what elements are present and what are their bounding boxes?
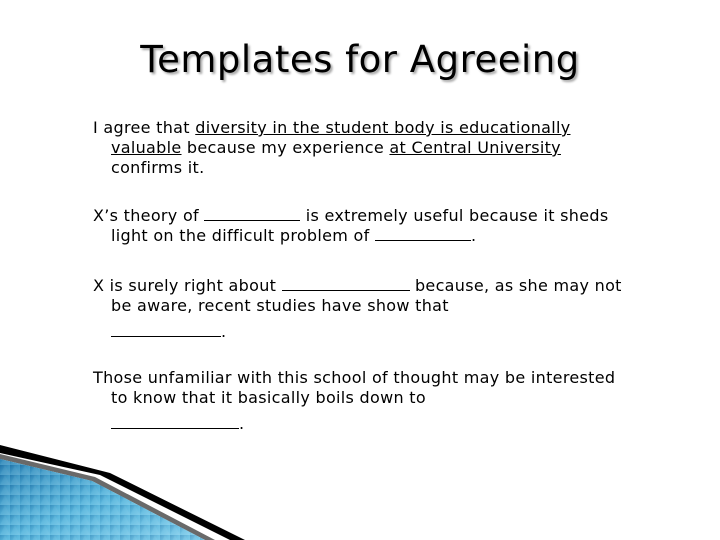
template-line xyxy=(93,388,693,408)
template-text: because, as she may not xyxy=(409,276,622,295)
slide-title: Templates for Agreeing xyxy=(140,38,580,81)
template-line xyxy=(93,206,693,226)
template-text: to know that it basically boils down to xyxy=(111,388,426,407)
template-text: . xyxy=(221,322,227,341)
template-line xyxy=(93,322,693,342)
template-item-theory xyxy=(93,206,693,246)
template-line xyxy=(93,226,693,246)
fill-in-blank xyxy=(282,276,410,291)
template-line xyxy=(93,296,693,316)
fill-in-blank xyxy=(375,226,471,241)
template-text: because my experience xyxy=(181,138,390,157)
template-line xyxy=(93,158,693,178)
template-text: Those unfamiliar with this school of thought may be interested xyxy=(93,368,616,387)
template-line xyxy=(93,276,693,296)
template-line xyxy=(93,368,693,388)
template-text: X’s theory of xyxy=(93,206,205,225)
template-line xyxy=(93,138,693,158)
template-line xyxy=(93,118,693,138)
example-claim: valuable xyxy=(111,138,182,157)
fill-in-blank xyxy=(204,206,300,221)
example-claim: diversity in the student body is educationally xyxy=(195,118,571,137)
template-text: . xyxy=(239,414,245,433)
template-text: . xyxy=(470,226,477,245)
template-text: X is surely right about xyxy=(93,276,282,295)
template-item-agree xyxy=(93,118,693,178)
template-item-boils-down xyxy=(93,368,693,434)
template-text: light on the difficult problem of xyxy=(111,226,375,245)
fill-in-blank xyxy=(111,414,239,429)
template-item-surely-right xyxy=(93,276,693,342)
example-reason: at Central University xyxy=(389,138,561,157)
corner-decoration xyxy=(0,445,720,540)
template-text: is extremely useful because it sheds xyxy=(300,206,609,225)
template-text: be aware, recent studies have show that xyxy=(111,296,449,315)
fill-in-blank xyxy=(111,322,221,337)
template-text: I agree that xyxy=(93,118,196,137)
template-line xyxy=(93,414,693,434)
template-text: confirms it. xyxy=(111,158,205,177)
